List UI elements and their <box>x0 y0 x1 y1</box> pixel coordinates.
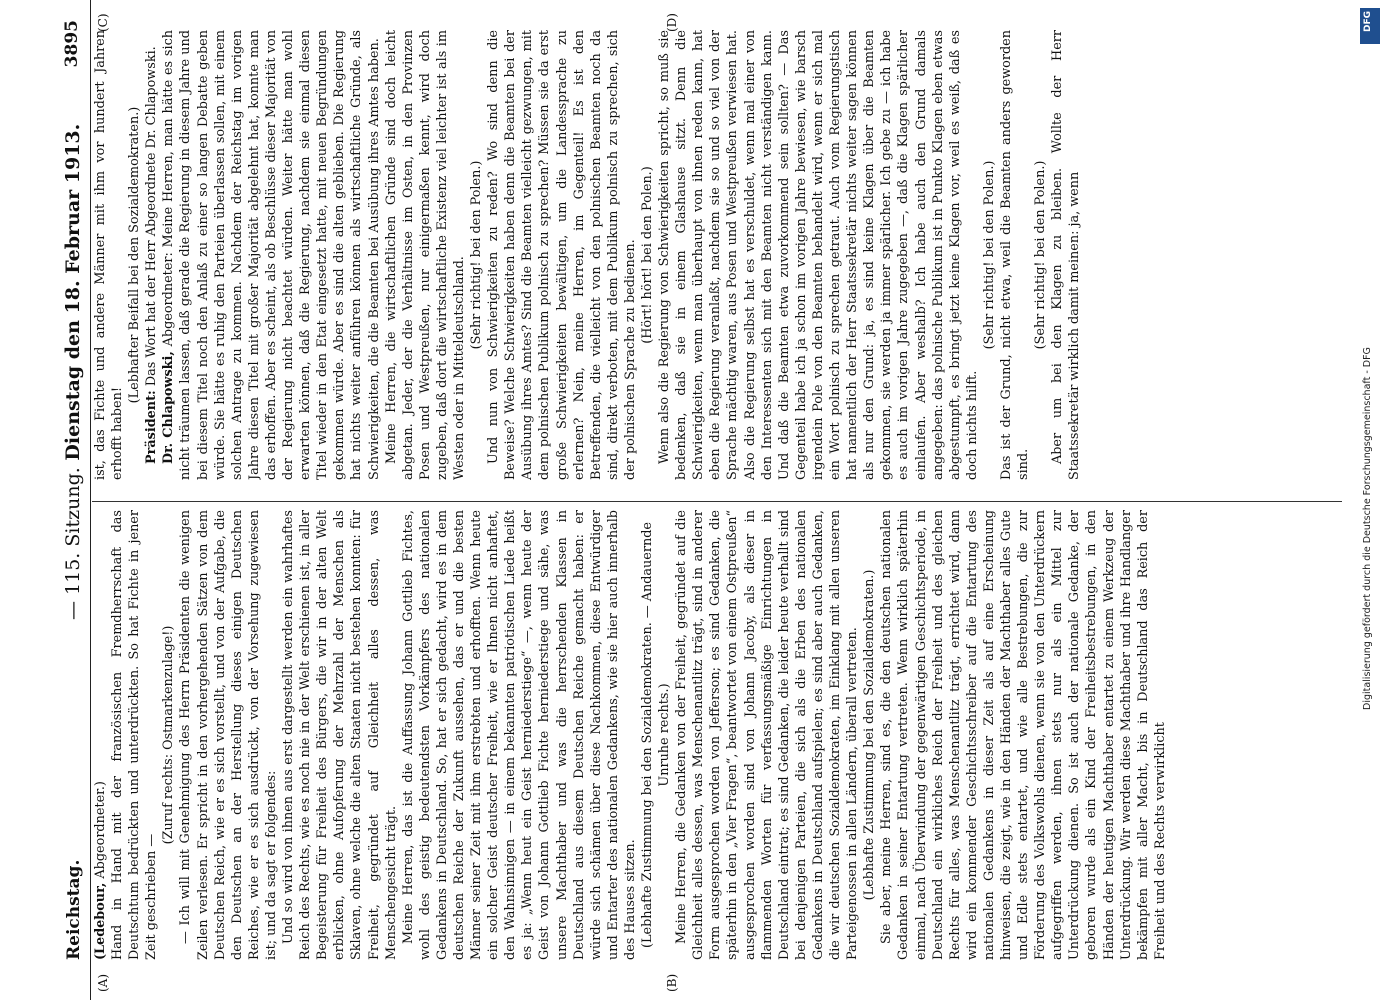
interjection <box>639 30 656 480</box>
paragraph-text: Aber um bei den Klagen zu bleiben. Wollte der Herr Staatssekretär wirklich damit meinen: ja, wenn <box>1050 30 1083 480</box>
paragraph-text: (Sehr richtig! bei den Polen.) <box>981 160 997 350</box>
interjection <box>160 510 177 960</box>
paragraph-text: — Ich will mit Genehmigung des Herrn Präsidenten die wenigen Zeilen verlesen. Er spricht in den vorhergehenden Sätzen von dem Deutschen Reich, wie er es sich vorstellt, und von der Aufgabe, die den Deutschen an der Herstellung dieses einigen Deutschen Reiches, wie er es sich ausdrückt, von der Vorsehung zugewiesen ist; und da sagt er folgendes: <box>178 510 279 960</box>
paragraph <box>177 510 280 960</box>
dfg-logo-text: DFG <box>1363 10 1373 32</box>
paragraph-text: Sie aber, meine Herren, sind es, die den deutschen nationalen Gedanken in seiner Entartung vertreten. Wenn wirklich späterhin einmal, nach Überwindung der gegenwärtigen Geschichtsperiode, in Deutschland ein wirkliches Reich der Freiheit und des gleichen Rechts für alles, was Menschenantlitz trägt, errichtet wird, dann wird ein kommender Geschichtsschreiber auf die Entartung des nationalen Gedankens in dieser Zeit als auf eine Erscheinung hinweisen, die zeigt, wie in den Händen der Machthaber alles Gute und Edle stets entartet, und wie alle Bestrebungen, die zur Förderung des Volkswohls dienen, wenn sie von den Unterdrückern aufgegriffen werden, ihnen stets nur als ein Mittel zur Unterdrückung dienen. So ist auch der nationale Gedanke, der geboren wurde als ein Kind der Freiheitsbestrebungen, in den Händen der heutigen Machthaber entartet zu einem Werkzeug der Unterdrückung. Wir werden diese Machthaber und ihre Handlanger bekämpfen mit aller Macht, bis in Deutschland das Reich der Freiheit und des Rechts verwirklicht <box>879 510 1168 960</box>
page-header <box>6 0 86 1000</box>
paragraph <box>92 510 109 960</box>
header-session: — 115. Sitzung. <box>62 467 84 620</box>
header-left: Reichstag. <box>64 859 84 960</box>
paragraph <box>280 510 400 960</box>
speaker-name: Präsident: <box>144 390 160 464</box>
interjection <box>468 30 485 480</box>
paragraph <box>92 30 126 480</box>
header-date: Dienstag den 18. Februar 1913. <box>62 123 84 461</box>
interjection <box>981 30 998 480</box>
paragraph-text: Und nun von Schwierigkeiten zu reden? Wo sind denn die Beweise? Welche Schwierigkeiten haben denn die Beamten bei der Ausübung ihres Amtes? Sind die Beamten vielleicht gezwungen, mit dem polnischen Publikum polnisch zu sprechen? Müssen sie da erst große Schwierigkeiten bewältigen, um die Landessprache zu erlernen? Nein, meine Herren, im Gegenteil! Es ist den Betreffenden, die vielleicht von den polnischen Beamten noch da sind, direkt verboten, mit dem Publikum polnisch zu sprechen, sich der polnischen Sprache zu bedienen. <box>486 30 638 480</box>
paragraph-text: (Lebhafte Zustimmung bei den Sozialdemokraten. — Andauernde Unruhe rechts.) <box>640 522 673 948</box>
interjection <box>861 510 878 960</box>
paragraph <box>383 30 468 480</box>
margin-marker-a: (A) <box>96 973 110 992</box>
column-divider <box>92 501 1342 502</box>
paragraph <box>143 30 160 480</box>
speaker-name: (Ledebour, <box>93 882 108 960</box>
interjection <box>1032 30 1049 480</box>
paragraph-text: (Lebhafter Beifall bei den Sozialdemokraten.) <box>127 106 143 404</box>
paragraph-text: Das ist der Grund, nicht etwa, weil die Beamten anders geworden sind. <box>998 30 1032 480</box>
paragraph-text: Und so wird von ihnen aus erst dargestellt werden ein wahrhaftes Reich des Rechts, wie es noch nie in der Welt erschienen ist, in aller Begeisterung für Freiheit des Bürgers, die wir in der alten Welt erblicken, ohne Aufopferung der Mehrzahl der Menschen als Sklaven, ohne welche die alten Staaten nicht bestehen konnten: für Freiheit, gegründet auf Gleichheit alles dessen, was Menschengesicht trägt. <box>281 510 399 960</box>
paragraph-text: (Hört! hört! bei den Polen.) <box>640 166 655 344</box>
speaker-name: Dr. Chlapowski, <box>161 351 177 464</box>
header-rule <box>90 0 91 1000</box>
paragraph-text: Abgeordneter.) <box>93 781 108 883</box>
margin-marker-b: (B) <box>665 973 679 992</box>
paragraph <box>160 30 382 480</box>
margin-marker-c: (C) <box>96 13 110 32</box>
paragraph-text: Wenn also die Regierung von Schwierigkeiten spricht, so muß sie bedenken, daß sie in einem Glashause sitzt. Denn die Schwierigkeiten, wenn man überhaupt von ihnen reden kann, hat eben die Regierung veranlaßt, nachdem sie so und so viel von der Sprache mächtig waren, aus Posen und Westpreußen verwiesen hat. Also die Regierung selbst hat es verschuldet, wenn mal einer von den Interessenten sich mit den Beamten nicht verständigen kann. Und daß die Beamten etwa zuvorkommend sein sollten? — Das Gegenteil habe ich ja schon im vorigen Jahre bewiesen, wie barsch irgendein Pole von den Beamten behandelt wird, wenn er sich mal ein Wort polnisch zu sprechen getraut. Auch vom Regierungstisch hat namentlich der Herr Staatssekretär nichts weiter sagen können als nur den Grund: ja, es sind keine Klagen über die Beamten gekommen, sie werden ja immer spärlicher. Ich gebe zu — ich habe es auch im vorigen Jahre zugegeben —, daß die Klagen spärlicher einlaufen. Aber weshalb? Ich habe auch den Grund damals angegeben: das polnische Publikum ist in Punkto Klagen eben etwas abgestumpft, es bringt jetzt keine Klagen vor, weil es weiß, daß es doch nichts hilft. <box>657 30 980 480</box>
paragraph <box>673 510 861 960</box>
interjection <box>639 510 673 960</box>
paragraph <box>400 510 639 960</box>
paragraph <box>998 30 1032 480</box>
paragraph-text: (Lebhafte Zustimmung bei den Sozialdemokraten.) <box>862 569 878 901</box>
paragraph <box>656 30 981 480</box>
paragraph <box>1049 30 1083 480</box>
paragraph-text: ist, das Fichte und andere Männer mit ihm vor hundert Jahren erhofft haben! <box>93 30 126 480</box>
paragraph-text: Abgeordneter: Meine Herren, man hätte es sich nicht träumen lassen, daß gerade die Regierung in diesem Jahre und bei diesem Titel noch den Anlaß zu einer so langen Debatte geben würde. Sie hätte es ruhig den Parteien überlassen sollen, mit einem solchen Antrage zu kommen. Nachdem der Reichstag im vorigen Jahre diesen Titel mit großer Majorität abgelehnt hat, konnte man das erhoffen. Aber es scheint, als ob Beschlüsse dieser Majorität von der Regierung nicht beachtet würden. Weiter hätte man wohl erwarten können, daß die Regierung, nachdem sie einmal diesen Titel wieder in den Etat eingesetzt hatte, mit neuen Begründungen gekommen würde. Aber es sind die alten geblieben. Die Regierung hat nichts weiter anführen können als wirtschaftliche Gründe, als Schwierigkeiten, die die Beamten bei Ausübung ihres Amtes haben. <box>161 30 382 480</box>
paragraph-text: (Zuruf rechts: Ostmarkenzulage!) <box>161 625 177 845</box>
digitization-credit <box>1362 10 1378 1000</box>
paragraph-text: Hand in Hand mit der französischen Fremdherrschaft das Deutschtum bedrückten und unterdrückten. So hat Fichte in jener Zeit geschrieben — <box>110 510 160 960</box>
paragraph <box>109 510 160 960</box>
paragraph-text: Meine Herren, das ist die Auffassung Johann Gottlieb Fichtes, wohl des geistig bedeutendsten Vorkämpfers des nationalen Gedankens in Deutschland. So, hat er sich gedacht, wird es in dem deutschen Reiche der Zukunft aussehen, das er und die besten Männer seiner Zeit mit ihm erstrebten und erhofften. Wenn heute ein solcher Geist deutscher Freiheit, wie er Ihnen nicht anhaftet, den Wahnsinnigen — in einem bekannten patriotischen Liede heißt es ja: „Wenn heut ein Geist herniederstiege“ —, wenn heute der Geist von Johann Gottlieb Fichte herniederstiege und sähe, was unsere Machthaber und was die herrschenden Klassen in Deutschland aus diesem Deutschen Reiche gemacht haben: er würde sich schämen über diese Nachkommen, diese Entwürdiger und Entarter des nationalen Gedankens, wie sie hier auch innerhalb des Hauses sitzen. <box>400 510 638 960</box>
margin-marker-d: (D) <box>665 13 679 32</box>
paragraph-text: Meine Herren, die Gedanken von der Freiheit, gegründet auf die Gleichheit alles dessen, was Menschenantlitz trägt, sind in anderer Form ausgesprochen worden von Jefferson; es sind Gedanken, die späterhin in den „Vier Fragen“, beantwortet von einem Ostpreußen“ ausgesprochen worden sind von Johann Jacoby, als dieser in flammenden Worten für verfassungsmäßige Einrichtungen in Deutschland eintrat; es sind Gedanken, die leider heute verhallt sind bei denjenigen Parteien, die sich als die Erben des nationalen Gedankens in Deutschland aufspielen; es sind aber auch Gedanken, die wir deutschen Sozialdemokraten, im Einklang mit allen unseren Parteigenossen in allen Ländern, überall vertreten. <box>674 510 861 960</box>
interjection <box>126 30 143 480</box>
paragraph-text: Das Wort hat der Herr Abgeordnete Dr. Chlapowski. <box>144 46 160 391</box>
paragraph <box>878 510 1169 960</box>
page-number: 3895 <box>62 20 82 68</box>
right-column <box>92 30 1352 480</box>
paragraph-text: Meine Herren, die wirtschaftlichen Gründe sind doch leicht abgetan. Jeder, der die Verhältnisse im Osten, in den Provinzen Posen und Westpreußen, nur einigermaßen kennt, wird doch zugeben, daß dort die wirtschaftliche Existenz viel leichter ist als im Westen oder in Mitteldeutschland. <box>383 30 467 480</box>
paragraph <box>485 30 639 480</box>
paragraph-text: (Sehr richtig! bei den Polen.) <box>469 160 485 350</box>
credit-text: Digitalisierung gefördert durch die Deutsche Forschungsgemeinschaft - DFG <box>1362 347 1373 710</box>
left-column <box>92 510 1352 960</box>
header-center <box>62 124 84 620</box>
paragraph-text: (Sehr richtig! bei den Polen.) <box>1033 160 1049 350</box>
